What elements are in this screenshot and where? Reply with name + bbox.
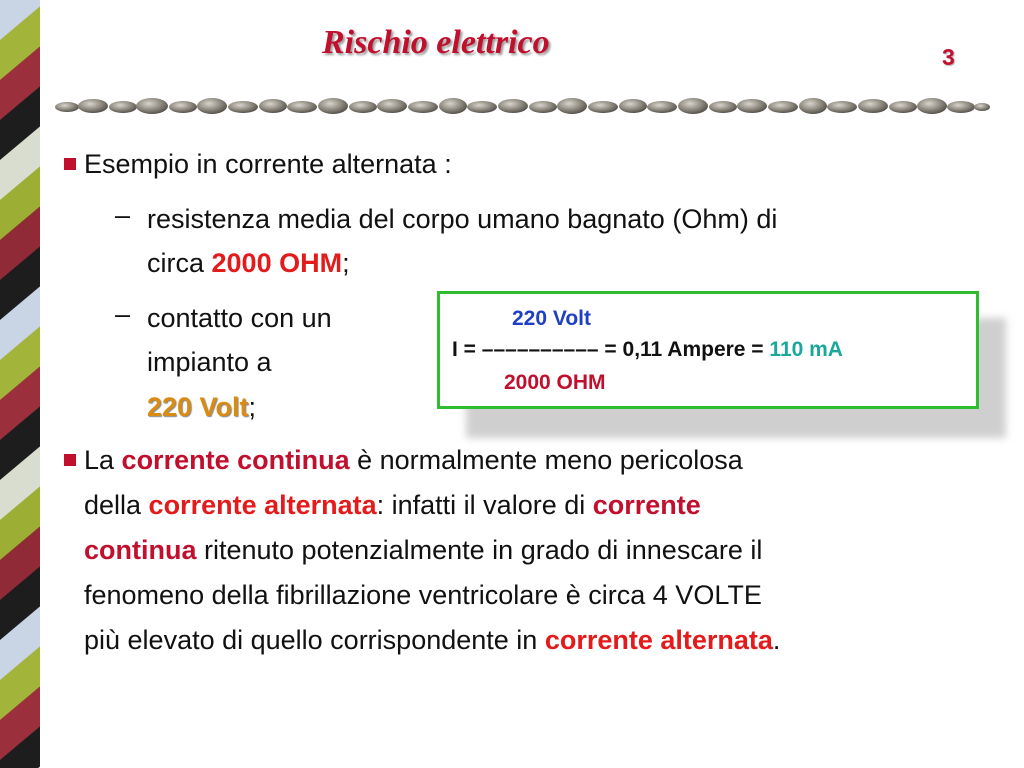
paragraph-line: della corrente alternata: infatti il valore di corrente [84,490,701,520]
paragraph-line: fenomeno della fibrillazione ventricolare è circa 4 VOLTE [84,580,762,610]
voltage-value: 220 Volt [147,392,249,422]
formula-result: 110 mA [769,338,843,361]
formula-box [437,291,979,409]
sub-bullet-line: 220 Volt; [147,392,257,422]
pebble-divider [55,92,990,122]
sub-bullet-dash: – [115,200,131,230]
paragraph-line: La corrente continua è normalmente meno pericolosa [84,445,743,475]
formula-numerator: 220 Volt [512,307,591,330]
paragraph-line: continua ritenuto potenzialmente in grado di innescare il [84,535,763,565]
bullet-square [64,454,76,466]
sub-bullet-dash: – [115,299,131,329]
formula-denominator: 2000 OHM [504,371,606,394]
decorative-left-border [0,0,40,768]
paragraph-line: più elevato di quello corrispondente in corrente alternata. [84,625,781,655]
sub-bullet-line: contatto con un [147,303,332,333]
sub-bullet-line: circa 2000 OHM; [147,248,350,278]
resistance-value: 2000 OHM [211,248,343,278]
slide-title: Rischio elettrico [322,24,550,61]
formula-main-line: I = –––––––––– = 0,11 Ampere = 110 mA [452,338,843,361]
sub-bullet-line: resistenza media del corpo umano bagnato (Ohm) di [147,204,778,234]
bullet-square [64,158,76,170]
page-number: 3 [942,44,955,70]
bullet-text: Esempio in corrente alternata : [84,149,452,179]
sub-bullet-line: impianto a [147,347,272,377]
